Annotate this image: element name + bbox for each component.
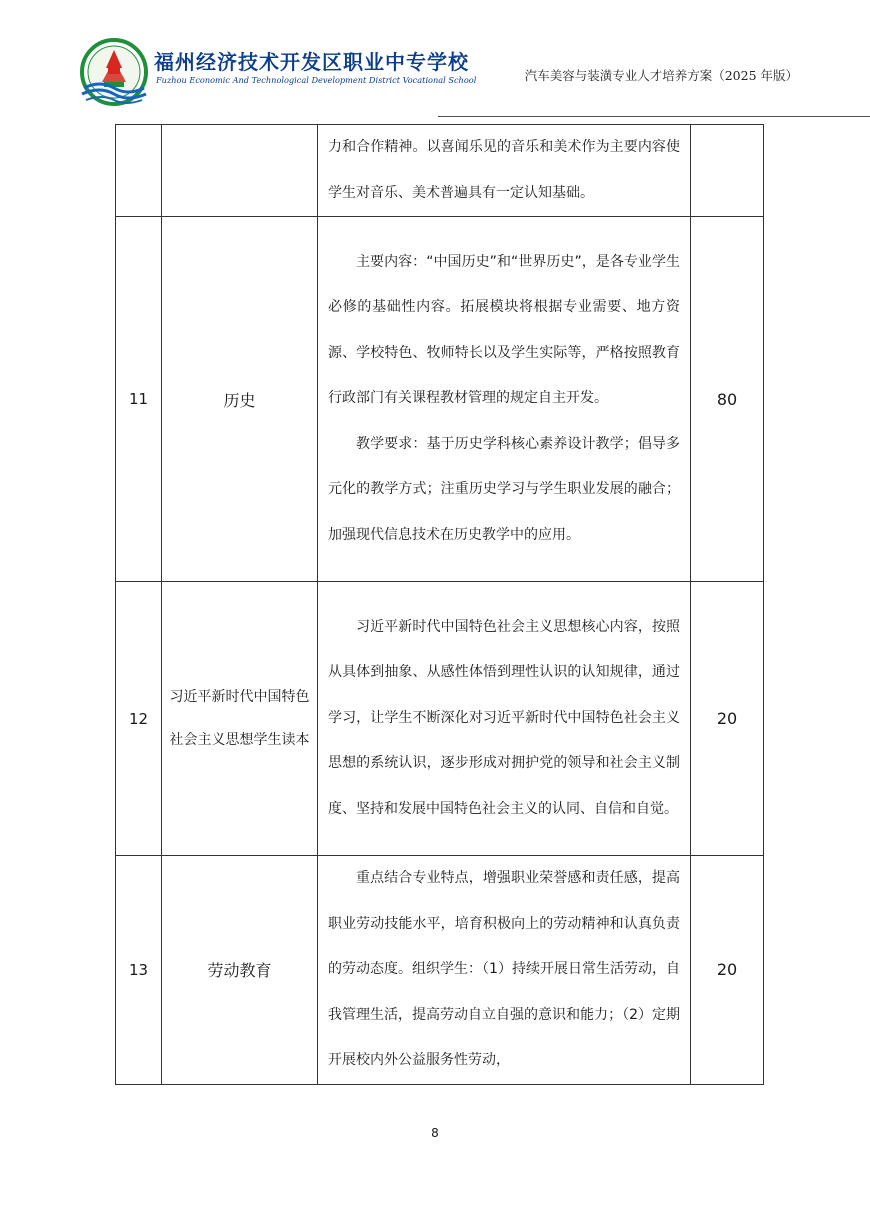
- course-name: 习近平新时代中国特色社会主义思想学生读本: [162, 582, 318, 856]
- page-number: 8: [431, 1126, 439, 1140]
- content-paragraph: 主要内容：“中国历史”和“世界历史”，是各专业学生必修的基础性内容。拓展模块将根据专业需要、地方资源、学校特色、牧师特长以及学生实际等，严格按照教育行政部门有关课程教材管理的规定自主开发。: [328, 253, 680, 407]
- course-hours: 80: [691, 217, 764, 582]
- course-hours: [691, 125, 764, 217]
- content-paragraph: 习近平新时代中国特色社会主义思想核心内容，按照从具体到抽象、从感性体悟到理性认识的认知规律，通过学习，让学生不断深化对习近平新时代中国特色社会主义思想的系统认识，逐步形成对拥护党的领导和社会主义制度、坚持和发展中国特色社会主义的认同、自信和自觉。: [328, 618, 680, 817]
- school-name-en: Fuzhou Economic And Technological Development District Vocational School: [156, 75, 477, 85]
- course-hours: 20: [691, 856, 764, 1085]
- course-content: [318, 217, 691, 582]
- course-name: 劳动教育: [162, 856, 318, 1085]
- course-hours: 20: [691, 582, 764, 856]
- row-number: 13: [116, 856, 162, 1085]
- row-number: 11: [116, 217, 162, 582]
- course-content: [318, 582, 691, 856]
- course-content: [318, 125, 691, 217]
- course-content: [318, 856, 691, 1085]
- table-row: [116, 125, 764, 217]
- course-table: [115, 124, 763, 1085]
- row-number: 12: [116, 582, 162, 856]
- school-name-cn: 福州经济技术开发区职业中专学校: [154, 50, 469, 74]
- course-name: 历史: [162, 217, 318, 582]
- content-paragraph: 重点结合专业特点，增强职业荣誉感和责任感，提高职业劳动技能水平，培育积极向上的劳动精神和认真负责的劳动态度。组织学生：（1）持续开展日常生活劳动，自我管理生活，提高劳动自立自强的意识和能力；（2）定期开展校内外公益服务性劳动，: [328, 870, 680, 1068]
- school-emblem-icon: [78, 38, 150, 106]
- document-title: 汽车美容与装潢专业人才培养方案（2025 年版）: [524, 68, 798, 83]
- page-header: [78, 38, 798, 108]
- content-paragraph: 力和合作精神。以喜闻乐见的音乐和美术作为主要内容使学生对音乐、美术普遍具有一定认知基础。: [328, 139, 680, 201]
- header-divider: [438, 116, 870, 117]
- table-row: [116, 582, 764, 856]
- content-paragraph: 教学要求：基于历史学科核心素养设计教学；倡导多元化的教学方式；注重历史学习与学生职业发展的融合；加强现代信息技术在历史教学中的应用。: [328, 435, 680, 543]
- table-row: [116, 856, 764, 1085]
- row-number: [116, 125, 162, 217]
- course-name: [162, 125, 318, 217]
- table-row: [116, 217, 764, 582]
